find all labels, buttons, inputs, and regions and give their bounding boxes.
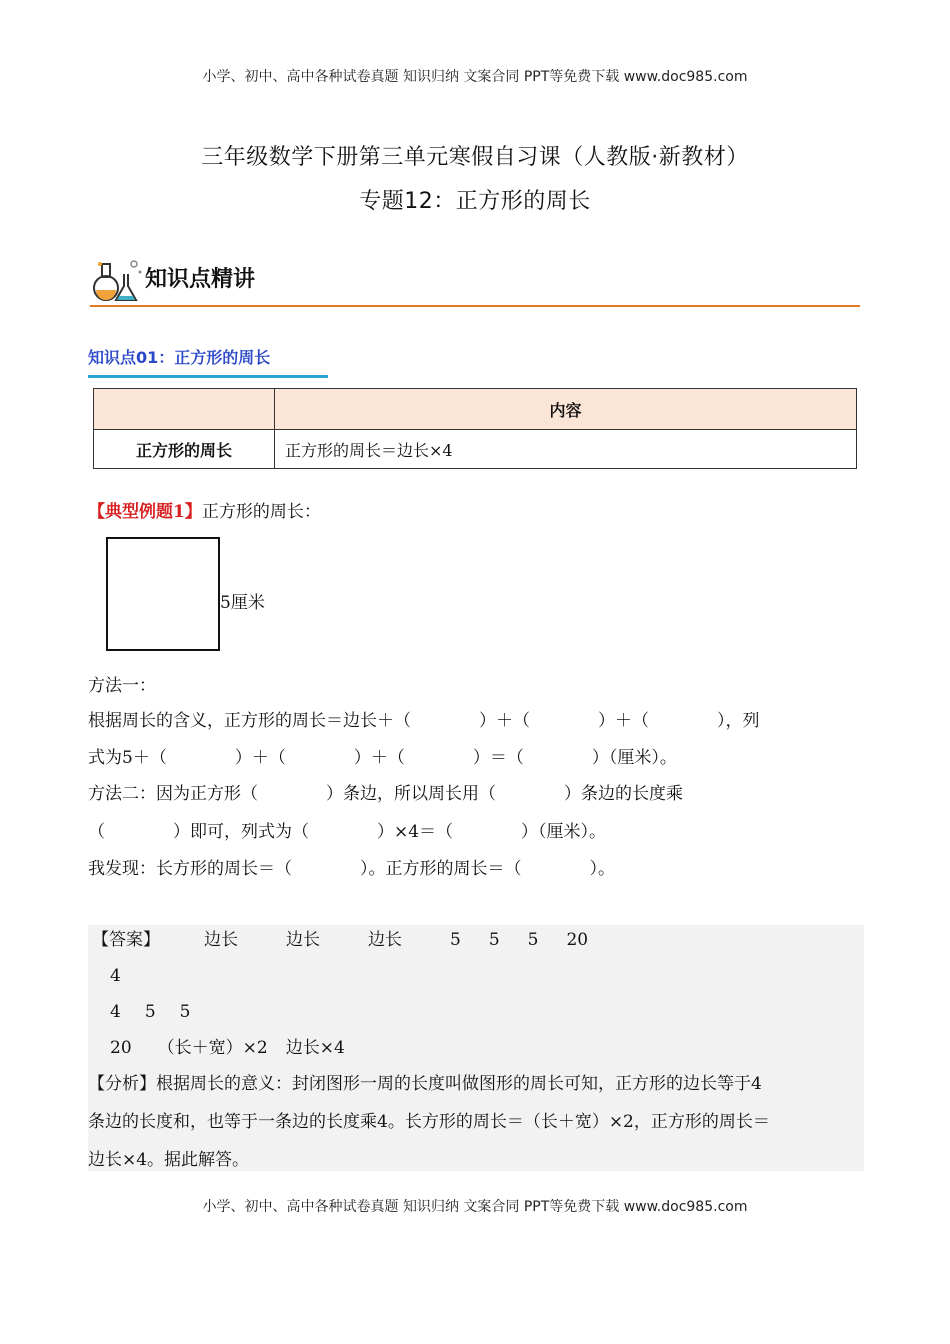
topic-title: 专题12：正方形的周长 bbox=[359, 189, 591, 214]
knowledge-point-title: 知识点01：正方形的周长 bbox=[88, 348, 271, 367]
section-divider bbox=[90, 305, 860, 307]
table-row bbox=[94, 430, 857, 469]
answer-value: 边长 bbox=[286, 930, 320, 950]
example-prompt: 正方形的周长： bbox=[201, 502, 321, 522]
document-title: 三年级数学下册第三单元寒假自习课（人教版·新教材） bbox=[201, 145, 749, 170]
table-cell: 正方形的周长＝边长×4 bbox=[275, 430, 857, 469]
answer-value: 5 bbox=[450, 930, 461, 950]
page-header: 小学、初中、高中各种试卷真题 知识归纳 文案合同 PPT等免费下载 www.doc985.com bbox=[202, 69, 748, 85]
lab-flask-icon bbox=[88, 256, 144, 306]
method-line: 方法二：因为正方形（ ）条边，所以周长用（ ）条边的长度乘 bbox=[88, 784, 683, 804]
answer-value: 5 bbox=[144, 1002, 156, 1022]
answer-row bbox=[92, 928, 588, 952]
example-heading bbox=[88, 500, 321, 524]
answer-value: （长＋宽）×2 bbox=[157, 1038, 268, 1058]
knowledge-table bbox=[93, 388, 857, 469]
analysis-line: 条边的长度和，也等于一条边的长度乘4。长方形的周长＝（长＋宽）×2，正方形的周长＝ bbox=[88, 1112, 770, 1132]
page-footer: 小学、初中、高中各种试卷真题 知识归纳 文案合同 PPT等免费下载 www.doc985.com bbox=[202, 1199, 748, 1215]
table-header-cell: 内容 bbox=[275, 389, 857, 430]
answer-value: 4 bbox=[110, 1002, 121, 1022]
answer-value: 边长×4 bbox=[285, 1038, 345, 1058]
method-line: 我发现：长方形的周长＝（ ）。正方形的周长＝（ ）。 bbox=[88, 859, 615, 879]
answer-value: 20 bbox=[566, 930, 589, 950]
answer-row bbox=[110, 1000, 190, 1024]
answer-value: 5 bbox=[527, 930, 539, 950]
analysis-text: 根据周长的意义：封闭图形一周的长度叫做图形的周长可知，正方形的边长等于4 bbox=[156, 1074, 762, 1094]
answer-value: 边长 bbox=[368, 930, 402, 950]
square-figure bbox=[106, 537, 220, 651]
example-tag: 【典型例题1】 bbox=[88, 502, 202, 522]
answer-value: 边长 bbox=[204, 930, 238, 950]
square-side-label: 5厘米 bbox=[220, 593, 265, 613]
answer-row bbox=[110, 964, 121, 988]
answer-value: 20 bbox=[110, 1038, 132, 1058]
analysis-tag: 【分析】 bbox=[88, 1074, 156, 1094]
analysis-line: 边长×4。据此解答。 bbox=[88, 1150, 250, 1170]
method-line: （ ）即可，列式为（ ）×4＝（ ）（厘米）。 bbox=[88, 822, 607, 842]
table-header-cell bbox=[94, 389, 275, 430]
answer-value: 5 bbox=[488, 930, 500, 950]
answer-value: 4 bbox=[110, 966, 121, 986]
table-cell: 正方形的周长 bbox=[94, 430, 275, 469]
method-line: 式为5＋（ ）＋（ ）＋（ ）＝（ ）（厘米）。 bbox=[88, 748, 677, 768]
table-header-row bbox=[94, 389, 857, 430]
answer-value: 5 bbox=[179, 1002, 191, 1022]
analysis-line bbox=[88, 1072, 762, 1096]
section-label: 知识点精讲 bbox=[145, 267, 256, 292]
answer-tag: 【答案】 bbox=[92, 930, 160, 950]
method-line: 根据周长的含义，正方形的周长＝边长＋（ ）＋（ ）＋（ ），列 bbox=[88, 711, 760, 731]
method-line: 方法一： bbox=[88, 676, 156, 696]
answer-row bbox=[110, 1036, 345, 1060]
knowledge-point-underline bbox=[88, 375, 328, 378]
